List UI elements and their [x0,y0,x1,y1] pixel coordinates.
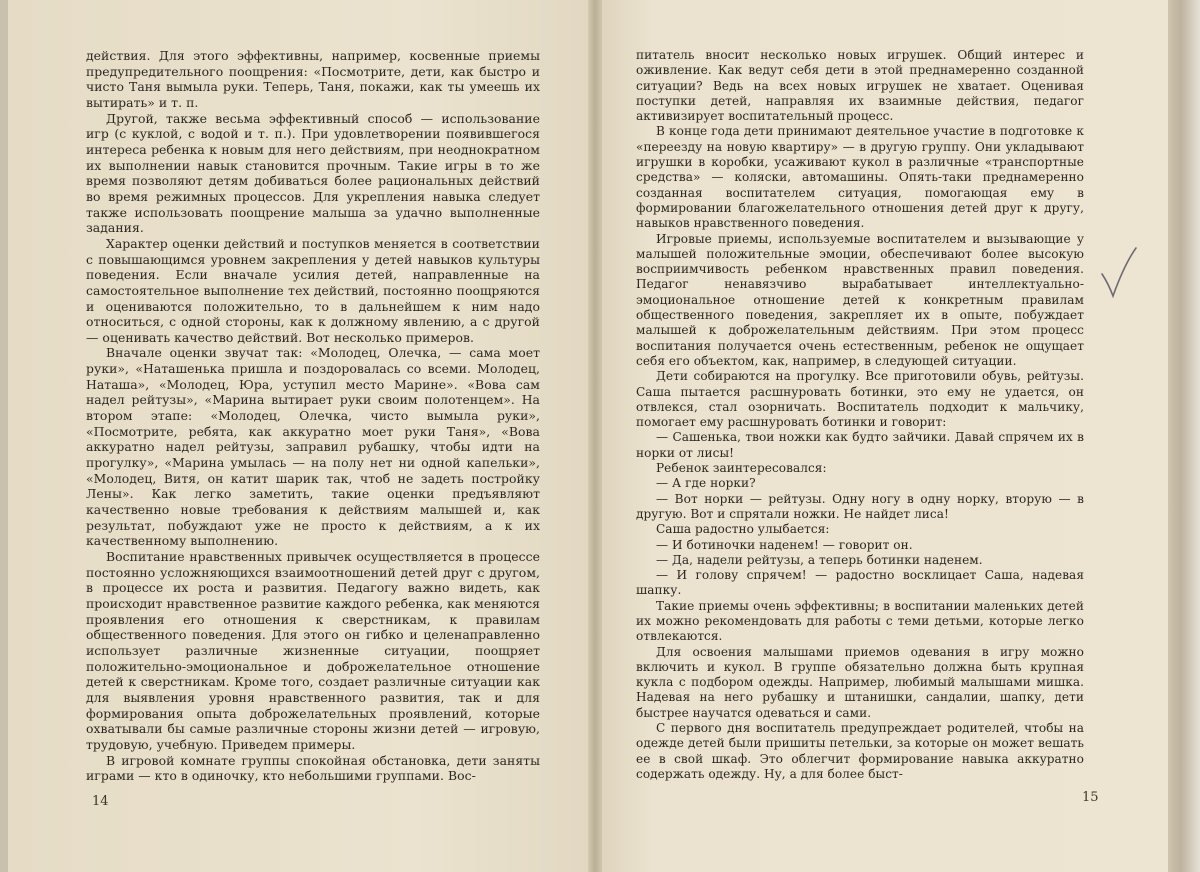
paragraph: — И ботиночки наденем! — говорит он. [656,537,913,552]
paragraph: Характер оценки действий и поступков меняется в соответствии с повышающимся уровнем закрепления у детей навыков культуры поведения. Если вначале усилия детей, направленные на самостоятельное выполнение тех действий, постоянно поощряются и оцениваются положительно, то в дальнейшем к ним надо относиться, с одной стороны, как к должному явлению, а с другой — оценивать качество действий. Вот несколько примеров. [86,235,540,345]
page-edge [1168,0,1200,872]
paragraph: — Вот норки — рейтузы. Одну ногу в одну норку, вторую — в другую. Вот и спрятали ножки. Не найдет лиса! [636,491,1084,521]
paragraph: действия. Для этого эффективны, например, косвенные приемы предупредительного поощрения: «Посмотрите, дети, как быстро и чисто Таня вымыла руки. Теперь, Таня, покажи, как ты умеешь их вытирать» и т. п. [86,48,540,110]
paragraph: — И голову спрячем! — радостно восклицает Саша, надевая шапку. [636,568,1084,598]
paragraph: — Да, надели рейтузы, а теперь ботинки наденем. [656,552,983,567]
paragraph: В конце года дети принимают деятельное участие в подготовке к «переезду на новую квартиру» — в другую группу. Они укладывают игрушки в коробки, усаживают кукол в различные «транспортные средства» — коляски, автомашины. Опять-таки преднамеренно созданная воспитателем ситуация, помогающая ему в формировании благожелательного отношения детей друг к другу, навыков нравственного поведения. [636,124,1084,231]
book-gutter [588,0,602,872]
paragraph: В игровой комнате группы спокойная обстановка, дети заняты играми — кто в одиночку, кто небольшими группами. Вос- [86,752,540,784]
paragraph: Игровые приемы, используемые воспитателем и вызывающие у малышей положительные эмоции, обеспечивают более высокую восприимчивость ребенком нравственных правил поведения. Педагог ненавязчиво вырабатывает интеллектуально-эмоциональное отношение детей к конкретным правилам общественного поведения, закрепляет их в опыте, побуждает малышей к доброжелательным действиям. При этом процесс воспитания получается очень естественным, ребенок не ощущает себя его объектом, как, например, в следующей ситуации. [636,231,1084,368]
left-page-text [86,48,540,784]
paragraph: Вначале оценки звучат так: «Молодец, Олечка, — сама моет руки», «Наташенька пришла и поздоровалась со всеми. Молодец, Наташа», «Молодец, Юра, уступил место Марине». «Вова сам надел рейтузы», «Марина вытирает руки своим полотенцем». На втором этапе: «Молодец, Олечка, чисто вымыла руки», «Посмотрите, ребята, как аккуратно моет руки Таня», «Вова аккуратно надел рейтузы, заправил рубашку, чтобы идти на прогулку», «Марина умылась — на полу нет ни одной капельки», «Молодец, Витя, он катит шарик так, чтоб не задеть постройку Лены». Как легко заметить, такие оценки предъявляют качественно новые требования к действиям малышей и, как результат, побуждают уже не просто к действиям, а к их качественному выполнению. [86,345,540,549]
paragraph: питатель вносит несколько новых игрушек. Общий интерес и оживление. Как ведут себя дети в этой преднамеренно созданной ситуации? Ведь на всех новых игрушек не хватает. Оценивая поступки детей, направляя их взаимные действия, педагог активизирует воспитательный процесс. [636,48,1084,124]
page-number-right: 15 [1082,790,1099,805]
paragraph: Саша радостно улыбается: [656,522,830,537]
paragraph: — Сашенька, твои ножки как будто зайчики. Давай спрячем их в норки от лисы! [636,430,1084,460]
paragraph: Другой, также весьма эффективный способ — использование игр (с куклой, с водой и т. п.). При удовлетворении появившегося интереса ребенка к новым для него действиям, при неоднократном их выполнении навык становится прочным. Такие игры в то же время позволяют детям добиваться более рациональных действий во время режимных процессов. Для укрепления навыка следует также использовать поощрение малыша за удачно выполненные задания. [86,110,540,236]
paragraph: Для освоения малышами приемов одевания в игру можно включить и кукол. В группе обязательно должна быть крупная кукла с подбором одежды. Например, любимый малышами мишка. Надевая на него рубашку и штанишки, сандалии, шапку, дети быстрее научатся одеваться и сами. [636,644,1084,720]
right-page-text [636,48,1084,782]
paragraph: — А где норки? [656,476,756,491]
paragraph: Такие приемы очень эффективны; в воспитании маленьких детей их можно рекомендовать для работы с теми детьми, которые легко отвлекаются. [636,598,1084,644]
paragraph: Воспитание нравственных привычек осуществляется в процессе постоянно усложняющихся взаимоотношений детей друг с другом, в процессе их роста и развития. Педагогу важно видеть, как происходит нравственное развитие каждого ребенка, как меняются проявления его отношения к сверстникам, к правилам общественного поведения. Для этого он гибко и целенаправленно использует различные жизненные ситуации, поощряет положительно-эмоциональное и доброжелательное отношение детей к сверстникам. Кроме того, создает различные ситуации как для выявления уровня нравственного развития, так и для формирования опыта доброжелательных проявлений, которые охватывали бы самые различные стороны жизни детей — игровую, трудовую, учебную. Приведем примеры. [86,549,540,752]
paragraph: Дети собираются на прогулку. Все приготовили обувь, рейтузы. Саша пытается расшнуровать ботинки, это ему не удается, он отвлекся, стал озорничать. Воспитатель подходит к мальчику, помогает ему расшнуровать ботинки и говорит: [636,369,1084,430]
paragraph: С первого дня воспитатель предупреждает родителей, чтобы на одежде детей были пришиты петельки, за которые он может вешать ее в свой шкаф. Это облегчит формирование навыка аккуратно содержать одежду. Ну, а для более быст- [636,721,1084,781]
checkmark-icon [1098,244,1138,300]
page-number-left: 14 [92,794,109,809]
paragraph: Ребенок заинтересовался: [656,461,827,476]
